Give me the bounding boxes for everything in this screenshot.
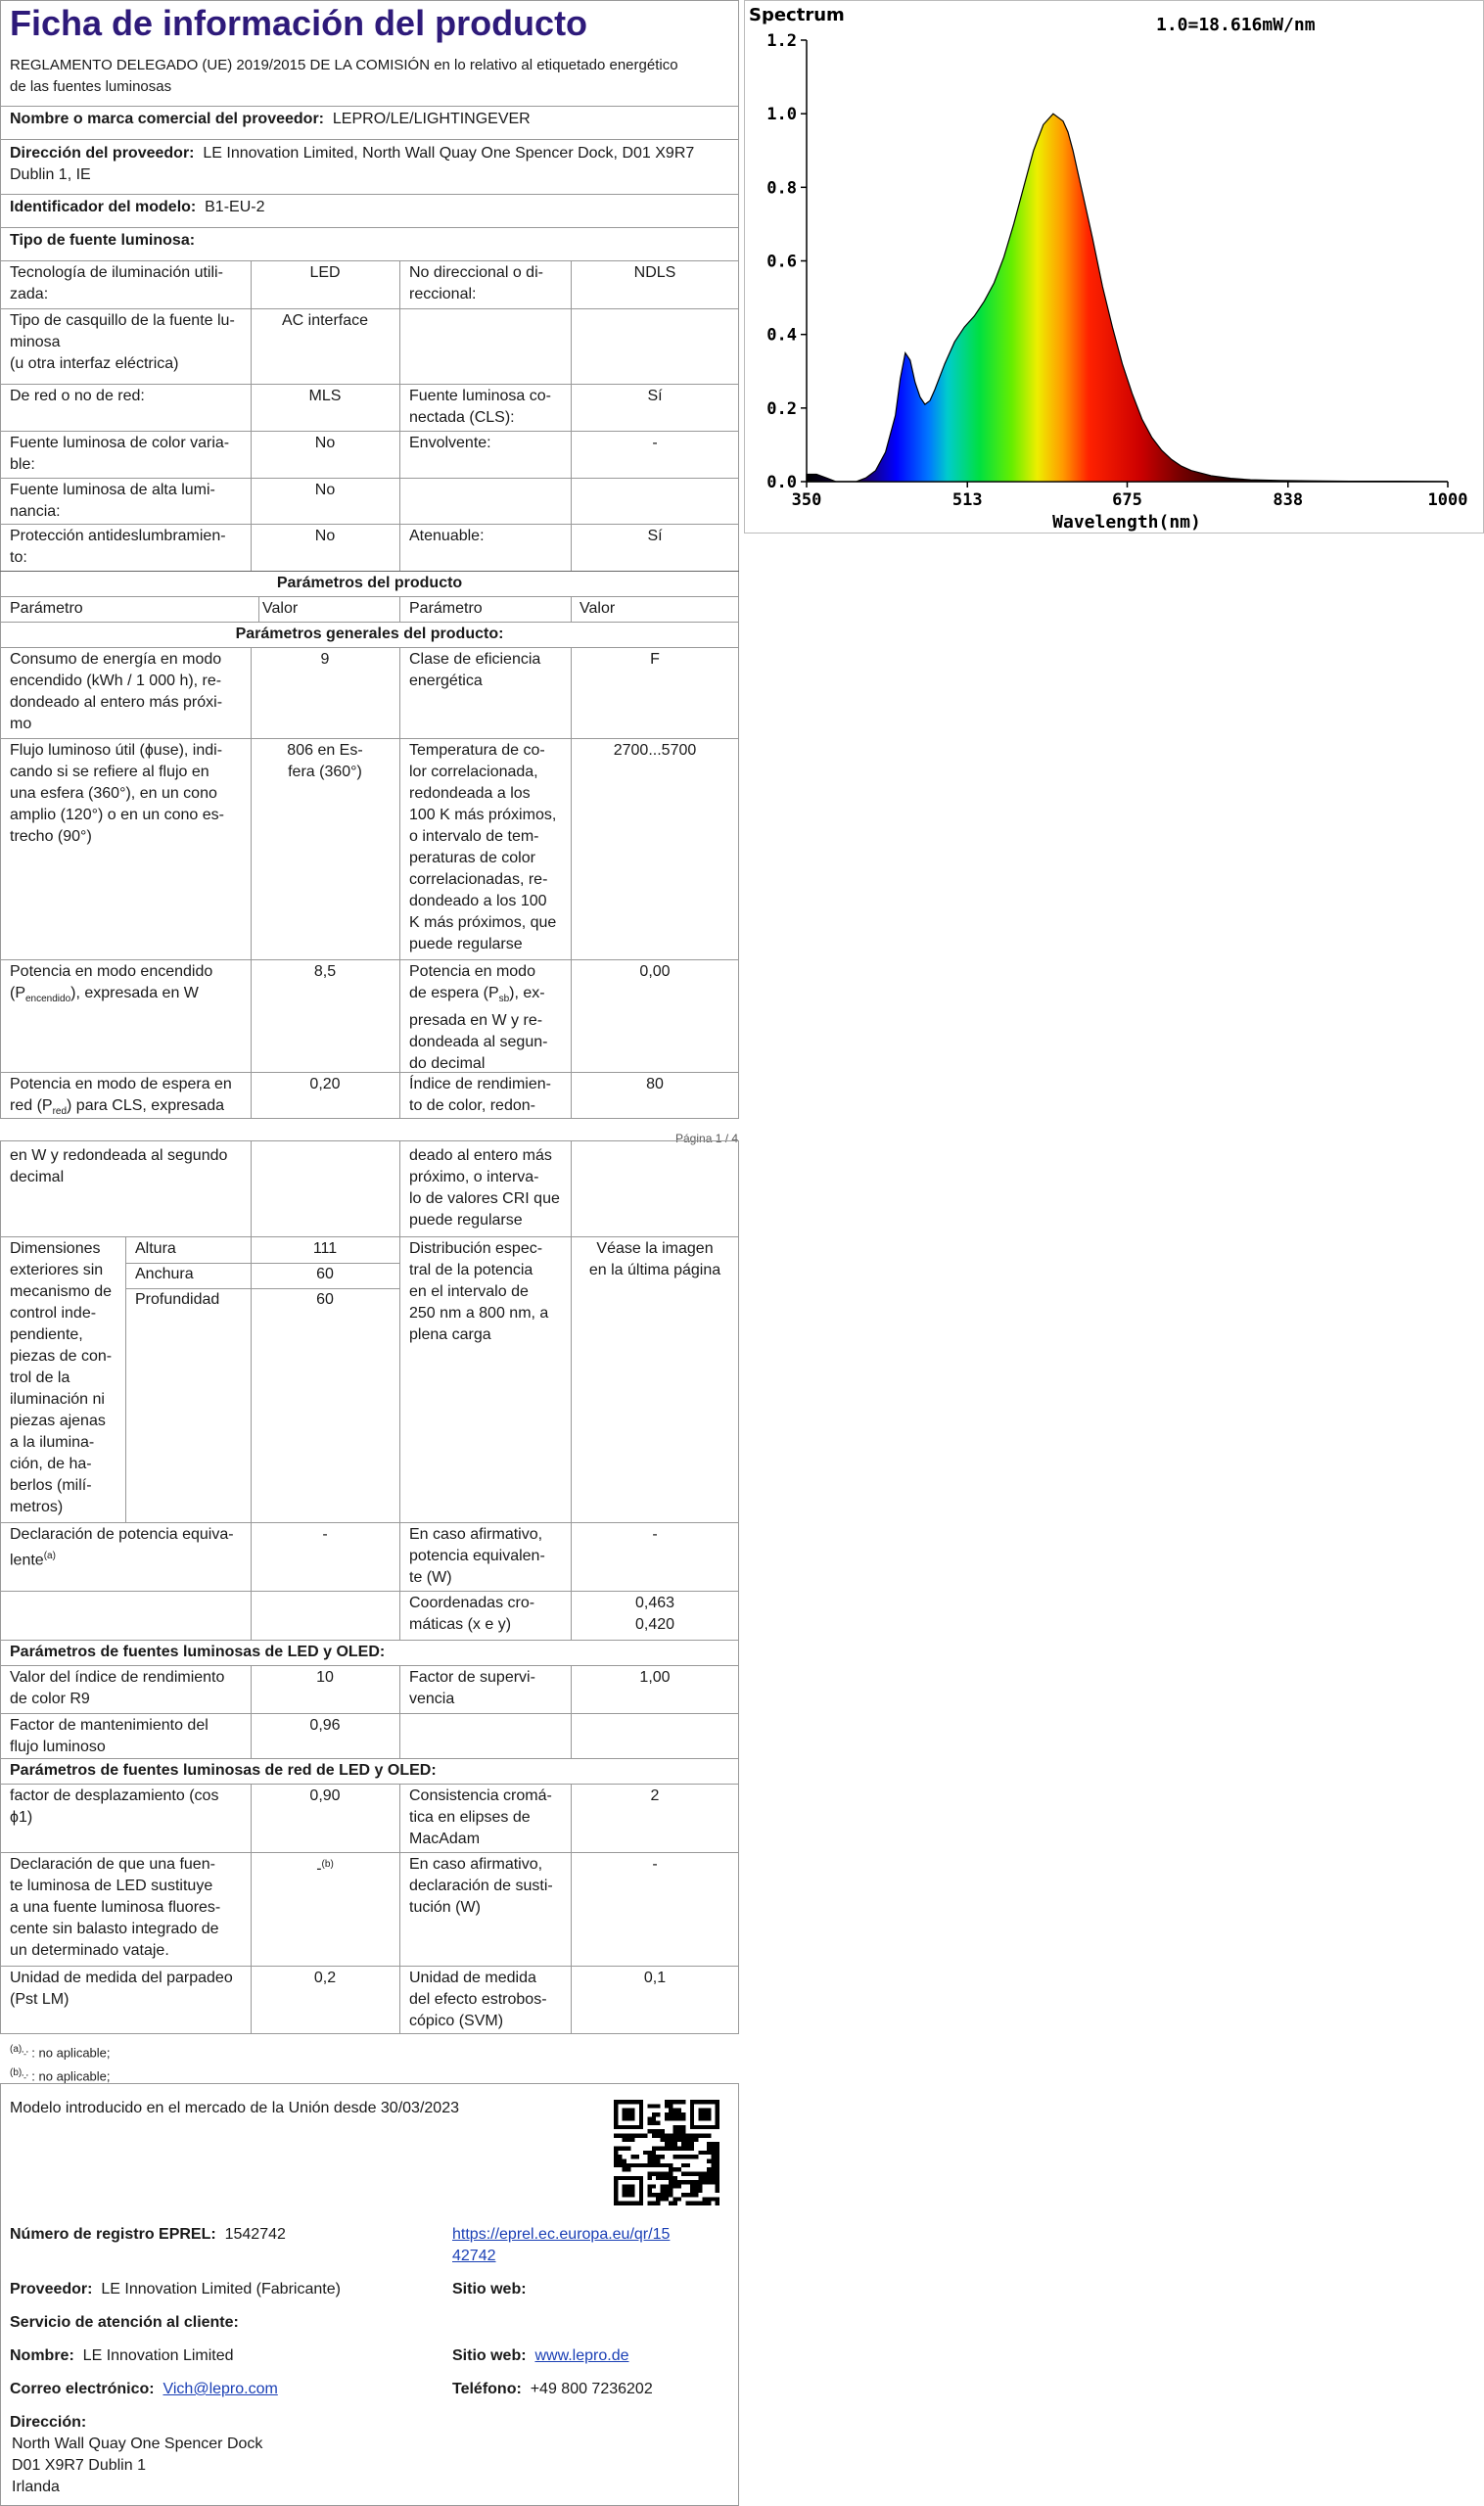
depth-label: Profundidad (135, 1291, 220, 1308)
flicker-value: 0,2 (313, 1970, 337, 1986)
replacement-value: -$^{(b)}$ (316, 1859, 334, 1878)
maintenance-label: Factor de mantenimiento del flujo luminoso (10, 1717, 209, 1755)
variable-color-value: No (314, 435, 336, 451)
y-tick-label: 0.8 (766, 178, 797, 199)
equivalent-power-w-value: - (652, 1526, 658, 1543)
network-standby-label-cont: en W y redondeada al segundo decimal (10, 1147, 228, 1185)
dimmable-label: Atenuable: (409, 528, 485, 544)
tech-value: LED (309, 264, 341, 281)
contact-website-row: Sitio web: www.lepro.de (452, 2347, 629, 2364)
cct-label: Temperatura de co- lor correlacionada, redondeada a los 100 K más próximos, o intervalo de tem- peraturas de color correlacionadas, re- dondeado a los 100 K más próximos, que puede regularse (409, 742, 557, 952)
flux-label: Flujo luminoso útil (ϕuse), indi- cando si se refiere al flujo en una esfera (360°), en un cono amplio (120°) o en un cono es- trecho (90°) (10, 742, 224, 845)
spectrum-chart (744, 0, 1484, 534)
replacement-label: Declaración de que una fuen- te luminosa de LED sustituye a una fuente luminosa fluores- cente sin balasto integrado de un determinado vataje. (10, 1856, 221, 1959)
x-tick-label: 675 (1112, 490, 1142, 510)
mains-value: MLS (308, 388, 342, 404)
chart-title: Spectrum (749, 5, 845, 25)
page-number: Página 1 / 4 (675, 1132, 739, 1145)
macadam-label: Consistencia cromá- tica en elipses de MacAdam (409, 1787, 552, 1847)
anti-glare-label: Protección antideslumbramien- to: (10, 528, 226, 566)
width-label: Anchura (135, 1266, 194, 1282)
directional-label: No direccional o di- reccional: (409, 264, 543, 302)
survival-factor-value: 1,00 (639, 1669, 671, 1686)
chromaticity-label: Coordenadas cro- máticas (x e y) (409, 1595, 535, 1633)
y-tick-label: 0.6 (766, 252, 797, 272)
cls-label: Fuente luminosa co- nectada (CLS): (409, 388, 551, 426)
standby-power-value: 0,00 (639, 963, 671, 980)
regulation-text: REGLAMENTO DELEGADO (UE) 2019/2015 DE LA COMISIÓN en lo relativo al etiquetado energético de las fuentes luminosas (10, 57, 678, 95)
eprel-reg-row: Número de registro EPREL: 1542742 (10, 2226, 286, 2243)
x-tick-label: 838 (1273, 490, 1304, 510)
cri-label: Índice de rendimien- to de color, redon- (409, 1076, 551, 1114)
equivalent-power-value: - (322, 1526, 328, 1543)
cls-value: Sí (647, 388, 663, 404)
mains-label: De red o no de red: (10, 388, 145, 404)
y-tick-label: 0.4 (766, 325, 797, 346)
market-intro-date: Modelo introducido en el mercado de la Unión desde 30/03/2023 (10, 2100, 459, 2116)
provider-row: Proveedor: LE Innovation Limited (Fabricante) (10, 2281, 341, 2297)
depth-value: 60 (316, 1291, 334, 1308)
x-tick-label: 1000 (1427, 490, 1468, 510)
address-heading: Dirección: (10, 2414, 87, 2431)
general-params-heading: Parámetros generales del producto: (235, 626, 504, 642)
x-tick-label: 513 (951, 490, 983, 510)
contact-phone-row: Teléfono: +49 800 7236202 (452, 2381, 653, 2397)
r9-value: 10 (316, 1669, 334, 1686)
variable-color-label: Fuente luminosa de color varia- ble: (10, 435, 230, 473)
equivalent-power-w-label: En caso afirmativo, potencia equivalen- te (W) (409, 1526, 545, 1586)
flicker-label: Unidad de medida del parpadeo (Pst LM) (10, 1970, 233, 2008)
efficiency-class-label: Clase de eficiencia energética (409, 651, 541, 689)
spd-value: Véase la imagen en la última página (588, 1240, 721, 1278)
standby-power-label: Potencia en modo de espera $(P_{sb})$, ex- presada en W y re- dondeada al segun- do decimal (409, 963, 548, 1073)
source-type-heading: Tipo de fuente luminosa: (10, 232, 196, 249)
supplier-address-row: Dirección del proveedor: LE Innovation Limited, North Wall Quay One Spencer Dock, D01 X9R7 Dublin 1, IE (10, 145, 695, 183)
tech-label: Tecnología de iluminación utili- zada: (10, 264, 223, 302)
dimensions-label: Dimensiones exteriores sin mecanismo de control inde- pendiente, piezas de con- trol de la iluminación ni piezas ajenas a la ilumina- ción, de ha- berlos (milí- metros) (10, 1240, 113, 1515)
chart-annotation: 1.0=18.616mW/nm (1156, 15, 1316, 35)
r9-label: Valor del índice de rendimiento de color R9 (10, 1669, 225, 1707)
on-mode-power-label: Potencia en modo encendido $(P_{encendido})$, expresada en W (10, 963, 213, 1005)
cap-type-value: AC interface (281, 312, 369, 329)
provider-website-label: Sitio web: (452, 2281, 527, 2297)
footnote-b: $^{(b)}$'-' : no aplicable; (10, 2067, 111, 2084)
chromaticity-value: 0,463 0,420 (634, 1595, 675, 1633)
energy-value: 9 (320, 651, 330, 668)
displacement-factor-label: factor de desplazamiento (cos ϕ1) (10, 1787, 219, 1826)
spectrum-svg (745, 1, 1483, 533)
col-param-2: Parámetro (409, 600, 483, 617)
x-axis-label: Wavelength(nm) (1052, 512, 1201, 533)
led-params-heading: Parámetros de fuentes luminosas de LED y OLED: (10, 1644, 386, 1660)
cct-value: 2700...5700 (613, 742, 697, 759)
qr-code[interactable] (614, 2100, 719, 2205)
address-value: North Wall Quay One Spencer Dock D01 X9R7 Dublin 1 Irlanda (12, 2436, 263, 2495)
y-tick-label: 0.0 (766, 473, 797, 492)
contact-email-row: Correo electrónico: Vich@lepro.com (10, 2381, 278, 2397)
eprel-qr-link[interactable]: https://eprel.ec.europa.eu/qr/15 42742 (452, 2226, 671, 2264)
y-tick-label: 1.0 (766, 105, 797, 125)
customer-service-heading: Servicio de atención al cliente: (10, 2314, 239, 2331)
width-value: 60 (316, 1266, 334, 1282)
replacement-w-value: - (652, 1856, 658, 1873)
y-tick-label: 1.2 (766, 31, 797, 51)
product-params-heading: Parámetros del producto (276, 575, 463, 591)
footnote-a: $^{(a)}$'-' : no aplicable; (10, 2044, 111, 2061)
efficiency-class-value: F (650, 651, 660, 668)
spectrum-area (807, 114, 1448, 482)
x-tick-label: 350 (791, 490, 822, 510)
on-mode-power-value: 8,5 (313, 963, 337, 980)
mains-led-params-heading: Parámetros de fuentes luminosas de red de LED y OLED: (10, 1762, 437, 1779)
dimmable-value: Sí (647, 528, 663, 544)
network-standby-value: 0,20 (309, 1076, 341, 1092)
energy-label: Consumo de energía en modo encendido (kWh / 1 000 h), re- dondeado al entero más próxi- mo (10, 651, 223, 732)
replacement-w-label: En caso afirmativo, declaración de susti- tución (W) (409, 1856, 553, 1916)
col-value-1: Valor (262, 600, 299, 617)
height-label: Altura (135, 1240, 176, 1257)
email-link[interactable]: Vich@lepro.com (162, 2381, 278, 2397)
y-tick-label: 0.2 (766, 398, 797, 419)
stroboscopic-value: 0,1 (643, 1970, 667, 1986)
supplier-name-row: Nombre o marca comercial del proveedor: LEPRO/LE/LIGHTINGEVER (10, 111, 531, 127)
directional-value: NDLS (633, 264, 676, 281)
network-standby-label: Potencia en modo de espera en red $(P_{red})$ para CLS, expresada (10, 1076, 232, 1118)
maintenance-value: 0,96 (309, 1717, 341, 1734)
displacement-factor-value: 0,90 (309, 1787, 341, 1804)
envelope-value: - (652, 435, 658, 451)
cap-type-label: Tipo de casquillo de la fuente lu- minosa (u otra interfaz eléctrica) (10, 312, 235, 372)
col-value-2: Valor (580, 600, 616, 617)
contact-name-row: Nombre: LE Innovation Limited (10, 2347, 234, 2364)
macadam-value: 2 (650, 1787, 660, 1804)
spd-label: Distribución espec- tral de la potencia en el intervalo de 250 nm a 800 nm, a plena carga (409, 1240, 549, 1343)
page-title: Ficha de información del producto (10, 3, 588, 43)
model-id-row: Identificador del modelo: B1-EU-2 (10, 199, 265, 215)
cri-value: 80 (646, 1076, 664, 1092)
stroboscopic-label: Unidad de medida del efecto estrobos- cópico (SVM) (409, 1970, 547, 2029)
high-luminance-label: Fuente luminosa de alta lumi- nancia: (10, 482, 215, 520)
col-param-1: Parámetro (10, 600, 83, 617)
envelope-label: Envolvente: (409, 435, 491, 451)
equivalent-power-label: Declaración de potencia equiva- lente$^{(a)}$ (10, 1526, 234, 1569)
height-value: 111 (312, 1240, 338, 1257)
survival-factor-label: Factor de supervi- vencia (409, 1669, 535, 1707)
cri-label-cont: deado al entero más próximo, o interva- lo de valores CRI que puede regularse (409, 1147, 560, 1229)
website-link[interactable]: www.lepro.de (534, 2347, 629, 2364)
anti-glare-value: No (314, 528, 336, 544)
high-luminance-value: No (314, 482, 336, 498)
flux-value: 806 en Es- fera (360°) (287, 742, 363, 780)
